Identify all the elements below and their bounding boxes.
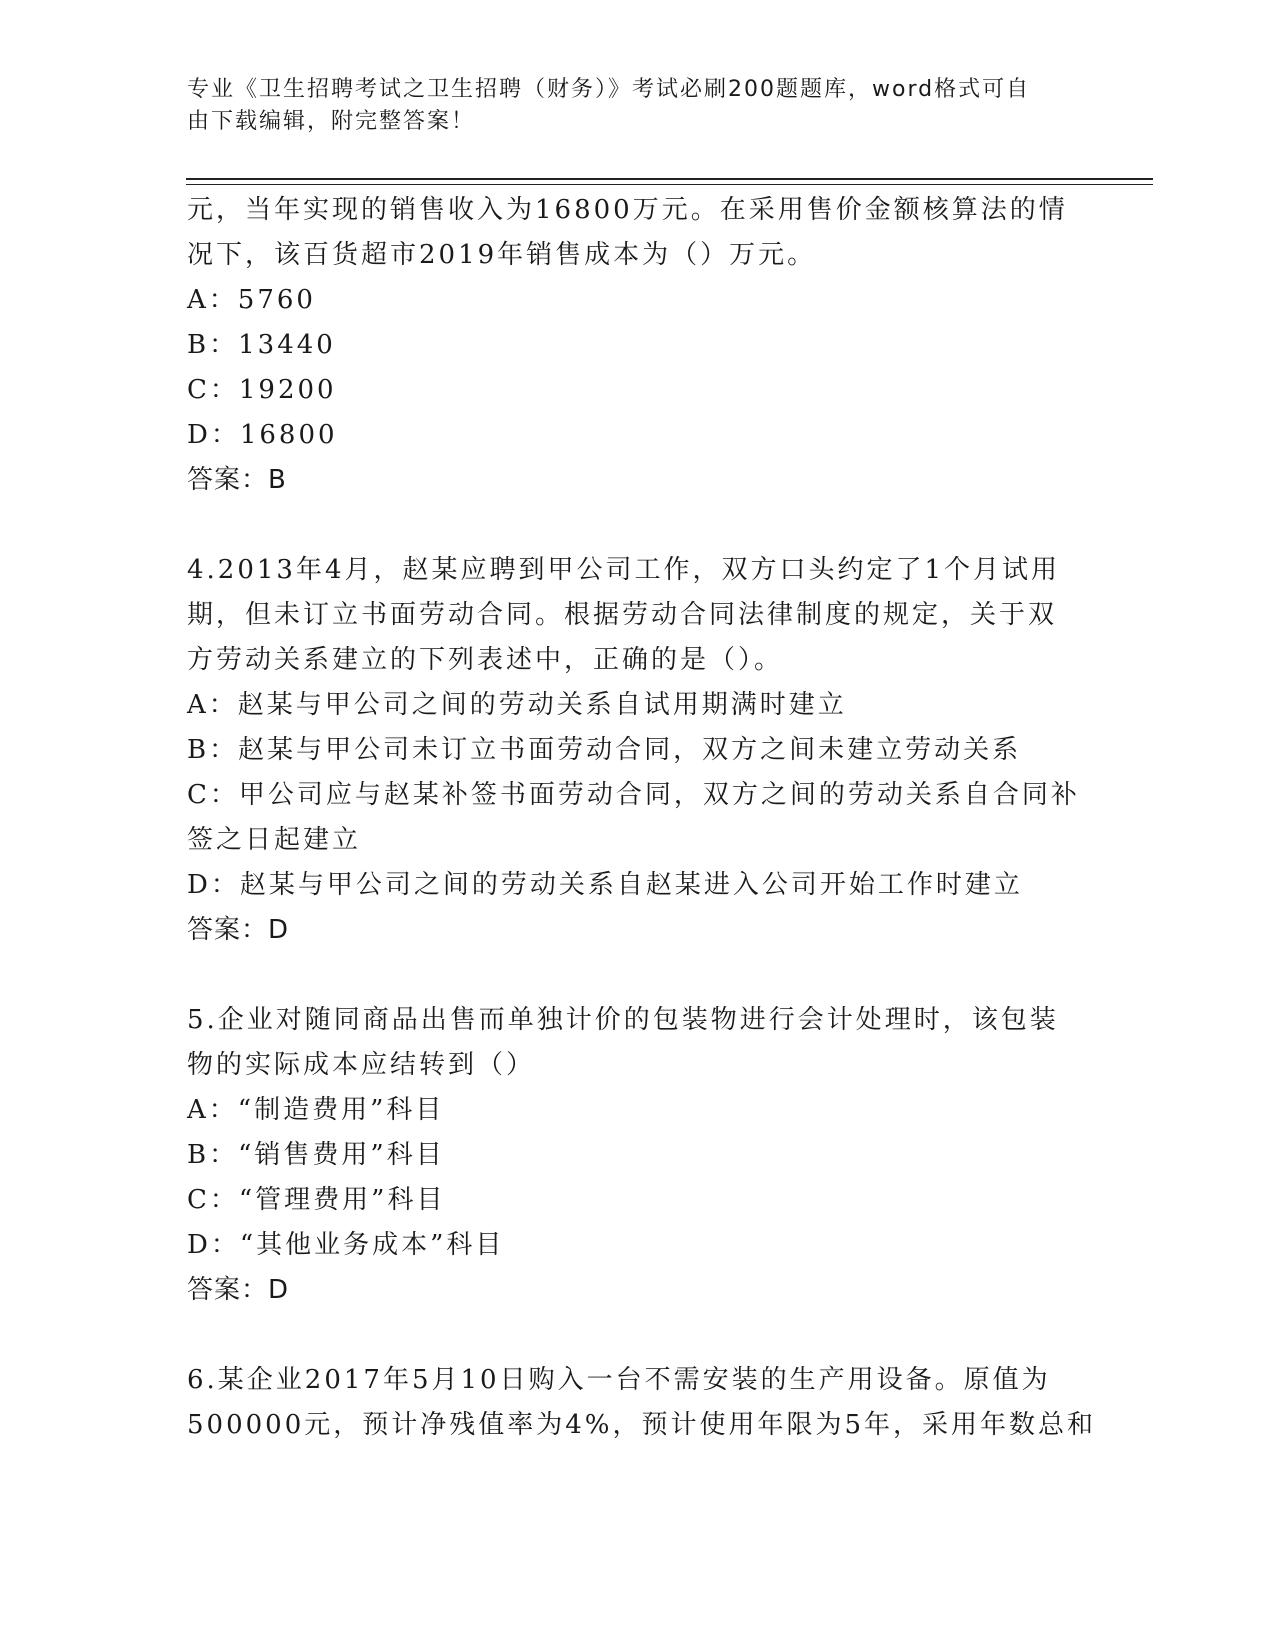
header-rule-thin xyxy=(186,184,1153,185)
question-stem-line: 期，但未订立书面劳动合同。根据劳动合同法律制度的规定，关于双 xyxy=(187,600,1058,630)
option-b: B：13440 xyxy=(187,330,336,360)
question-stem-line: 6.某企业2017年5月10日购入一台不需安装的生产用设备。原值为 xyxy=(187,1365,1051,1395)
option-d: D：赵某与甲公司之间的劳动关系自赵某进入公司开始工作时建立 xyxy=(187,870,1023,900)
question-list xyxy=(187,188,1097,1448)
option-a: A：“制造费用”科目 xyxy=(187,1095,445,1125)
question-3 xyxy=(187,188,1087,503)
header-rule-thick xyxy=(186,178,1153,180)
option-c: C：甲公司应与赵某补签书面劳动合同，双方之间的劳动关系自合同补 xyxy=(187,780,1080,810)
option-a: A：5760 xyxy=(187,285,316,315)
question-stem-line: 500000元，预计净残值率为4%，预计使用年限为5年，采用年数总和 xyxy=(187,1410,1097,1440)
answer-label: 答案：D xyxy=(187,915,290,945)
question-stem-line: 况下，该百货超市2019年销售成本为（）万元。 xyxy=(187,240,817,270)
option-d: D：“其他业务成本”科目 xyxy=(187,1230,505,1260)
header-line-2: 由下载编辑，附完整答案！ xyxy=(187,109,476,134)
answer-label: 答案：B xyxy=(187,465,287,495)
option-c-continued: 签之日起建立 xyxy=(187,825,362,855)
option-c: C：19200 xyxy=(187,375,337,405)
document-header xyxy=(187,74,1057,138)
question-stem-line: 方劳动关系建立的下列表述中，正确的是（）。 xyxy=(187,645,784,675)
spacer xyxy=(187,1313,1087,1358)
option-b: B：“销售费用”科目 xyxy=(187,1140,445,1170)
question-5 xyxy=(187,998,1087,1313)
option-d: D：16800 xyxy=(187,420,338,450)
header-line-1: 专业《卫生招聘考试之卫生招聘（财务）》考试必刷200题题库，word格式可自 xyxy=(187,77,1031,102)
spacer xyxy=(187,503,1087,548)
option-a: A：赵某与甲公司之间的劳动关系自试用期满时建立 xyxy=(187,690,847,720)
answer-label: 答案：D xyxy=(187,1275,290,1305)
option-b: B：赵某与甲公司未订立书面劳动合同，双方之间未建立劳动关系 xyxy=(187,735,1022,765)
spacer xyxy=(187,953,1087,998)
question-6 xyxy=(187,1358,1097,1448)
option-c: C：“管理费用”科目 xyxy=(187,1185,446,1215)
question-stem-line: 5.企业对随同商品出售而单独计价的包装物进行会计处理时，该包装 xyxy=(187,1005,1059,1035)
question-stem-line: 元，当年实现的销售收入为16800万元。在采用售价金额核算法的情 xyxy=(187,195,1068,225)
question-stem-line: 物的实际成本应结转到（） xyxy=(187,1050,536,1080)
question-stem-line: 4.2013年4月，赵某应聘到甲公司工作，双方口头约定了1个月试用 xyxy=(187,555,1061,585)
question-4 xyxy=(187,548,1087,953)
